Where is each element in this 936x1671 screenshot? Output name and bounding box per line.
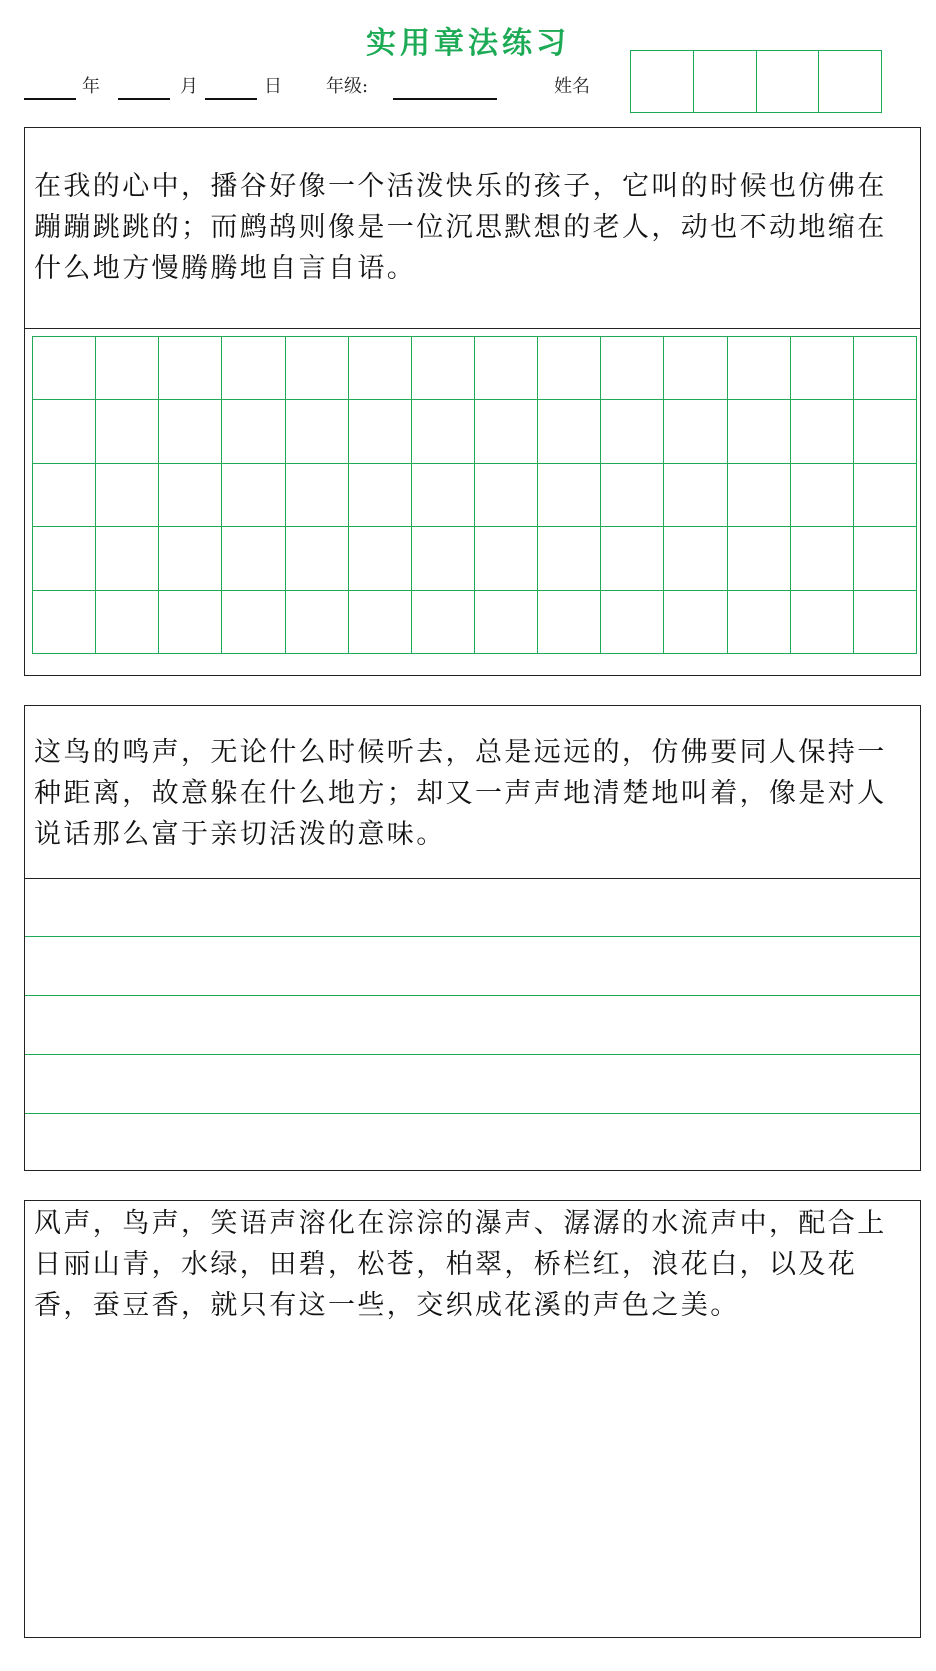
grid-cell[interactable] bbox=[33, 400, 96, 463]
grid-cell[interactable] bbox=[601, 337, 664, 400]
worksheet-title: 实用章法练习 bbox=[366, 26, 570, 61]
grid-cell[interactable] bbox=[96, 464, 159, 527]
writing-line bbox=[25, 995, 920, 996]
passage-text-1: 在我的心中，播谷好像一个活泼快乐的孩子，它叫的时候也仿佛在蹦蹦跳跳的；而鹧鸪则像是一位沉思默想的老人，动也不动地缩在什么地方慢腾腾地自言自语。 bbox=[34, 171, 887, 284]
writing-line bbox=[25, 1054, 920, 1055]
month-blank[interactable] bbox=[118, 98, 170, 100]
grid-cell[interactable] bbox=[222, 400, 285, 463]
grid-cell[interactable] bbox=[222, 527, 285, 590]
grid-cell[interactable] bbox=[664, 527, 727, 590]
day-blank[interactable] bbox=[205, 98, 257, 100]
grid-cell[interactable] bbox=[664, 400, 727, 463]
writing-line bbox=[25, 936, 920, 937]
grid-cell[interactable] bbox=[159, 527, 222, 590]
grid-cell[interactable] bbox=[96, 527, 159, 590]
grid-cell[interactable] bbox=[475, 464, 538, 527]
grid-cell[interactable] bbox=[412, 591, 475, 654]
grid-cell[interactable] bbox=[96, 591, 159, 654]
grid-cell[interactable] bbox=[159, 591, 222, 654]
grid-cell[interactable] bbox=[601, 527, 664, 590]
grid-cell[interactable] bbox=[475, 591, 538, 654]
practice-area-lines[interactable] bbox=[25, 878, 920, 1170]
grid-cell[interactable] bbox=[538, 464, 601, 527]
grid-cell[interactable] bbox=[412, 464, 475, 527]
writing-line bbox=[25, 1113, 920, 1114]
grid-cell[interactable] bbox=[412, 400, 475, 463]
name-box[interactable] bbox=[757, 51, 820, 112]
grid-cell[interactable] bbox=[286, 337, 349, 400]
grid-cell[interactable] bbox=[538, 400, 601, 463]
name-boxes[interactable] bbox=[630, 50, 882, 113]
practice-area-grid bbox=[25, 328, 920, 675]
name-box[interactable] bbox=[819, 51, 881, 112]
grid-cell[interactable] bbox=[159, 337, 222, 400]
tian-grid[interactable] bbox=[32, 336, 917, 654]
grid-cell[interactable] bbox=[412, 527, 475, 590]
grid-cell[interactable] bbox=[349, 464, 412, 527]
grid-cell[interactable] bbox=[33, 464, 96, 527]
grid-cell[interactable] bbox=[159, 464, 222, 527]
grid-cell[interactable] bbox=[349, 591, 412, 654]
grid-cell[interactable] bbox=[728, 464, 791, 527]
grid-cell[interactable] bbox=[728, 400, 791, 463]
month-label: 月 bbox=[180, 76, 198, 97]
grid-cell[interactable] bbox=[538, 337, 601, 400]
grid-cell[interactable] bbox=[854, 337, 917, 400]
grid-cell[interactable] bbox=[222, 591, 285, 654]
grid-cell[interactable] bbox=[538, 591, 601, 654]
grid-cell[interactable] bbox=[601, 400, 664, 463]
grid-cell[interactable] bbox=[159, 400, 222, 463]
grid-cell[interactable] bbox=[854, 527, 917, 590]
grid-cell[interactable] bbox=[349, 400, 412, 463]
grid-cell[interactable] bbox=[349, 337, 412, 400]
year-label: 年 bbox=[82, 76, 100, 97]
grade-label: 年级: bbox=[326, 76, 369, 97]
grid-cell[interactable] bbox=[791, 527, 854, 590]
exercise-panel-2 bbox=[24, 705, 921, 1171]
grid-cell[interactable] bbox=[96, 337, 159, 400]
grid-cell[interactable] bbox=[222, 337, 285, 400]
passage-text-2: 这鸟的鸣声，无论什么时候听去，总是远远的，仿佛要同人保持一种距离，故意躲在什么地方；却又一声声地清楚地叫着，像是对人说话那么富于亲切活泼的意味。 bbox=[34, 737, 887, 850]
grid-cell[interactable] bbox=[791, 591, 854, 654]
grid-cell[interactable] bbox=[475, 337, 538, 400]
grid-cell[interactable] bbox=[728, 591, 791, 654]
grid-cell[interactable] bbox=[349, 527, 412, 590]
name-label: 姓名 bbox=[554, 76, 590, 97]
grid-cell[interactable] bbox=[728, 527, 791, 590]
grid-cell[interactable] bbox=[791, 337, 854, 400]
grid-cell[interactable] bbox=[664, 464, 727, 527]
grid-cell[interactable] bbox=[412, 337, 475, 400]
grid-cell[interactable] bbox=[538, 527, 601, 590]
grid-cell[interactable] bbox=[854, 464, 917, 527]
grid-cell[interactable] bbox=[664, 591, 727, 654]
day-label: 日 bbox=[264, 76, 282, 97]
passage-text-3: 风声，鸟声，笑语声溶化在淙淙的瀑声、潺潺的水流声中，配合上日丽山青，水绿，田碧，松苍，柏翠，桥栏红，浪花白，以及花香，蚕豆香，就只有这一些，交织成花溪的声色之美。 bbox=[34, 1208, 887, 1321]
grid-cell[interactable] bbox=[475, 400, 538, 463]
grid-cell[interactable] bbox=[286, 527, 349, 590]
grid-cell[interactable] bbox=[33, 527, 96, 590]
grid-cell[interactable] bbox=[601, 591, 664, 654]
grid-cell[interactable] bbox=[33, 337, 96, 400]
grid-cell[interactable] bbox=[728, 337, 791, 400]
grid-cell[interactable] bbox=[475, 527, 538, 590]
grid-cell[interactable] bbox=[286, 464, 349, 527]
grid-cell[interactable] bbox=[854, 400, 917, 463]
grid-cell[interactable] bbox=[286, 591, 349, 654]
grid-cell[interactable] bbox=[664, 337, 727, 400]
grid-cell[interactable] bbox=[601, 464, 664, 527]
grid-cell[interactable] bbox=[286, 400, 349, 463]
grid-cell[interactable] bbox=[791, 464, 854, 527]
grid-cell[interactable] bbox=[791, 400, 854, 463]
practice-area-blank[interactable] bbox=[25, 1341, 920, 1637]
grid-cell[interactable] bbox=[96, 400, 159, 463]
grid-cell[interactable] bbox=[222, 464, 285, 527]
grid-cell[interactable] bbox=[33, 591, 96, 654]
name-box[interactable] bbox=[631, 51, 694, 112]
grade-blank[interactable] bbox=[393, 98, 497, 100]
year-blank[interactable] bbox=[24, 98, 76, 100]
exercise-panel-1 bbox=[24, 127, 921, 676]
grid-cell[interactable] bbox=[854, 591, 917, 654]
exercise-panel-3 bbox=[24, 1200, 921, 1638]
name-box[interactable] bbox=[694, 51, 757, 112]
